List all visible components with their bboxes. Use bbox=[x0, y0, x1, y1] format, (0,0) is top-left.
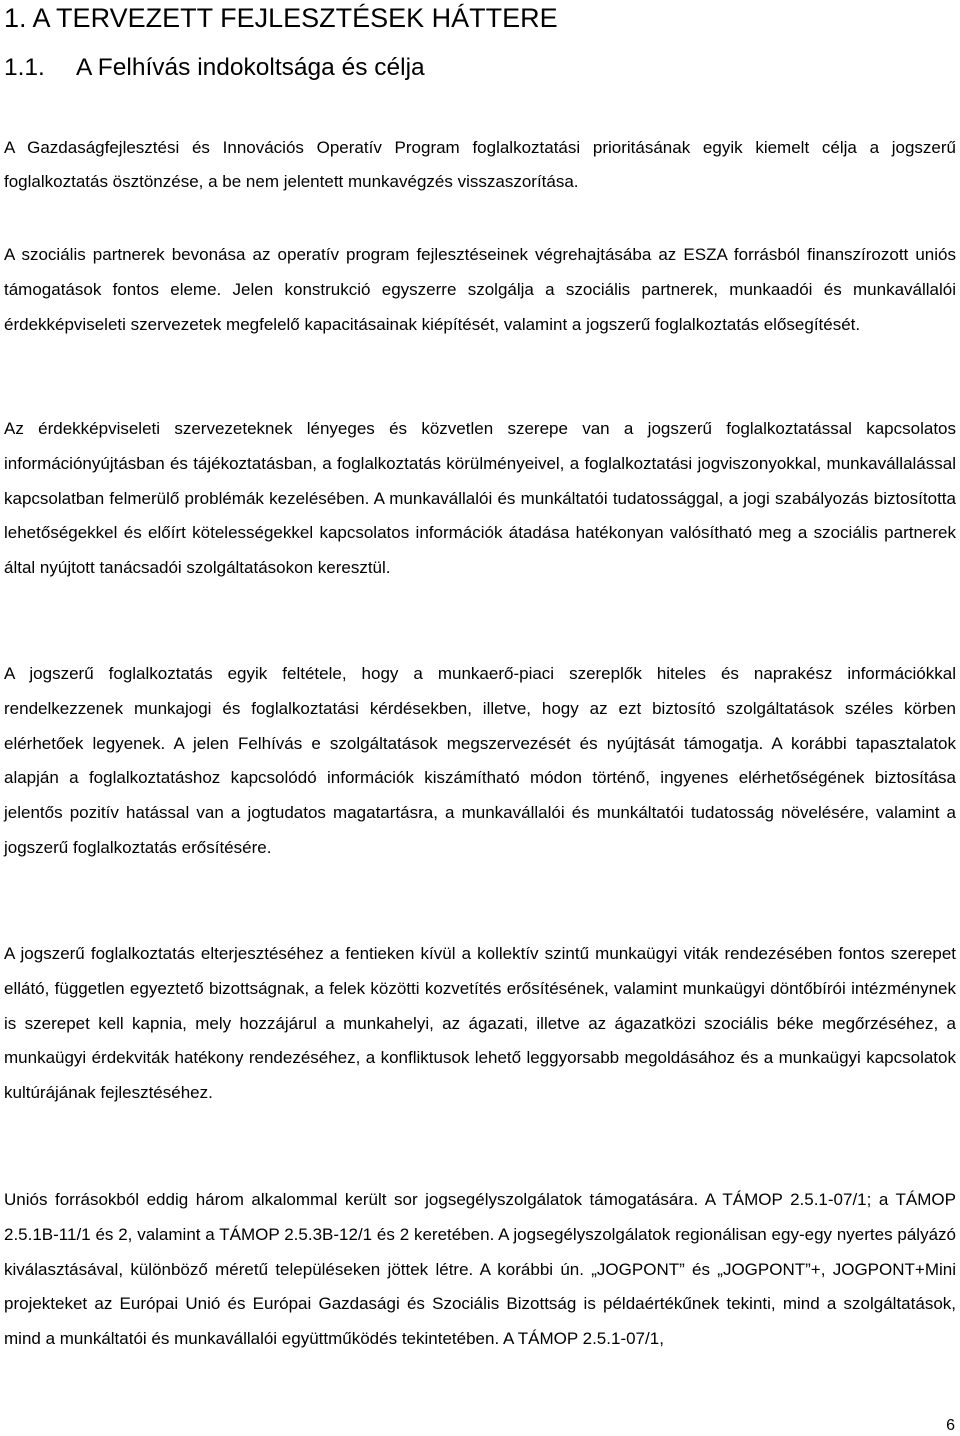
paragraph-eu-funding: Uniós forrásokból eddig három alkalommal került sor jogsegélyszolgálatok támogatására. A TÁMOP 2.5.1-07/1; a TÁMOP 2.5.1B-11/1 és 2, valamint a TÁMOP 2.5.3B-12/1 és 2 keretében. A jogsegélyszolgálatok regionálisan egy-egy nyertes pályázó kiválasztásával, különböző méretű településeken jöttek létre. A korábbi ún. „JOGPONT” és „JOGPONT”+, JOGPONT+Mini projekteket az Európai Unió és Európai Gazdasági és Szociális Bizottság is példaértékűnek tekinti, mind a szolgáltatások, mind a munkáltatói és munkavállalói együttműködés tekintetében. A TÁMOP 2.5.1-07/1, bbox=[4, 1190, 956, 1349]
paragraph-interest-organizations: Az érdekképviseleti szervezeteknek lényeges és közvetlen szerepe van a jogszerű foglalkoztatással kapcsolatos információnyújtásban és tájékoztatásban, a foglalkoztatás körülményeivel, a foglalkoztatási jogviszonyokkal, munkavállalással kapcsolatban felmerülő problémák kezelésében. A munkavállalói és munkáltatói tudatossággal, a jogi szabályozás biztosította lehetőségekkel és előírt kötelességekkel kapcsolatos információk átadása hatékonyan valósítható meg a szociális partnerek által nyújtott tanácsadói szolgáltatásokon keresztül. bbox=[4, 419, 956, 578]
paragraph-goal: A Gazdaságfejlesztési és Innovációs Operatív Program foglalkoztatási prioritásának egyik kiemelt célja a jogszerű foglalkoztatás ösztönzése, a be nem jelentett munkavégzés visszaszorítása. bbox=[4, 138, 956, 191]
section-heading: 1. A TERVEZETT FEJLESZTÉSEK HÁTTERE bbox=[4, 3, 558, 33]
paragraph-legal-employment: A jogszerű foglalkoztatás egyik feltétele, hogy a munkaerő-piaci szereplők hiteles és naprakész információkkal rendelkezzenek munkajogi és foglalkoztatási kérdésekben, illetve, hogy az ezt biztosító szolgáltatások széles körben elérhetőek legyenek. A jelen Felhívás e szolgáltatások megszervezését és nyújtását támogatja. A korábbi tapasztalatok alapján a foglalkoztatáshoz kapcsolódó információk kiszámítható módon történő, ingyenes elérhetőségének biztosítása jelentős pozitív hatással van a jogtudatos magatartásra, a munkavállalói és munkáltatói tudatosság növelésére, valamint a jogszerű foglalkoztatás erősítésére. bbox=[4, 664, 956, 857]
paragraph-labour-disputes: A jogszerű foglalkoztatás elterjesztéséhez a fentieken kívül a kollektív szintű munkaügyi viták rendezésében fontos szerepet ellátó, független egyeztető bizottságnak, a felek közötti kozvetítés erősítésének, valamint munkaügyi döntőbírói intézménynek is szerepet kell kapnia, mely hozzájárul a munkahelyi, az ágazati, illetve az ágazatközi szociális béke megőrzéséhez, a munkaügyi érdekviták hatékony rendezéséhez, a konfliktusok lehető leggyorsabb megoldásához és a munkaügyi kapcsolatok kultúrájának fejlesztéséhez. bbox=[4, 944, 956, 1103]
subsection-title: A Felhívás indokoltsága és célja bbox=[76, 54, 425, 81]
paragraph-social-partners: A szociális partnerek bevonása az operatív program fejlesztéseinek végrehajtásába az ESZA forrásból finanszírozott uniós támogatások fontos eleme. Jelen konstrukció egyszerre szolgálja a szociális partnerek, munkaadói és munkavállalói érdekképviseleti szervezetek megfelelő kapacitásainak kiépítését, valamint a jogszerű foglalkoztatás elősegítését. bbox=[4, 245, 956, 334]
subsection-number: 1.1. bbox=[4, 54, 45, 81]
subsection-heading bbox=[4, 51, 425, 85]
page-number: 6 bbox=[946, 1417, 955, 1434]
